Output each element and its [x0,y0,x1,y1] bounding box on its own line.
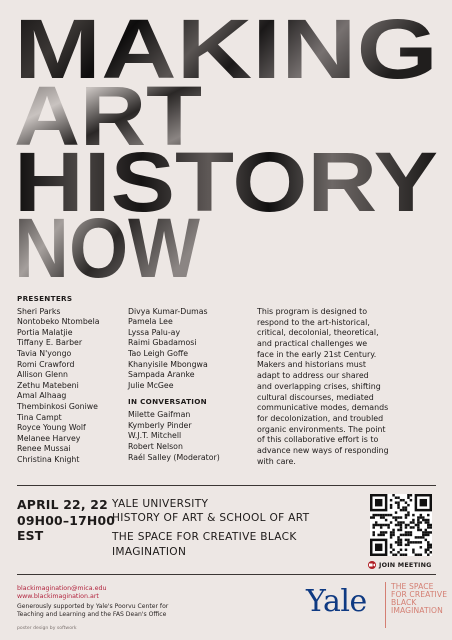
conversation-name: Milette Gaifman [128,410,191,420]
event-date-time [17,497,115,544]
logo-divider [385,582,386,628]
join-meeting-label: JOIN MEETING [379,561,432,569]
space-logo-line: IMAGINATION [391,606,443,615]
description-line: respond to the art-historical, [257,317,370,327]
poster-title [0,0,452,290]
divider-top [17,485,436,486]
presenter-name: Tao Leigh Goffe [128,349,189,359]
description-line: organic environments. The point [257,424,386,434]
divider-bottom [17,574,436,575]
presenter-name: Zethu Matebeni [17,380,79,390]
event-organizers [112,497,309,559]
conversation-name: Raél Salley (Moderator) [128,452,220,462]
presenter-name: Divya Kumar-Dumas [128,306,208,316]
website-link[interactable]: www.blackimagination.art [17,593,99,600]
description-line: This program is designed to [257,307,368,316]
description-line: of this collaborative effort is to [257,435,379,445]
description-line: communicative modes, demands [257,403,389,413]
presenter-name: Renee Mussai [17,444,71,454]
presenter-name: Melanee Harvey [17,433,81,443]
organizer-space-cont: IMAGINATION [112,545,187,558]
event-time: 09H00–17H00 [17,512,116,528]
space-logo-line: BLACK [391,598,417,607]
description-line: adapt to address our shared [257,371,369,381]
presenter-name: Pamela Lee [128,317,173,327]
title-line-now: NOW [14,201,201,290]
description-line: and practical challenges we [257,339,368,349]
presenter-name: Royce Young Wolf [17,423,86,433]
conversation-name: Kymberly Pinder [128,420,192,430]
presenters-column-1 [17,294,125,466]
title-line-history: HISTORY [14,135,438,229]
design-credit: poster design by softwork [17,626,77,631]
space-logo-line: FOR CREATIVE [391,590,448,599]
camera-icon [368,561,376,569]
in-conversation-heading: IN CONVERSATION [128,397,207,407]
presenters-column-2 [128,294,252,463]
presenter-name: Raimi Gbadamosi [128,338,197,348]
event-date: APRIL 22, 22 [17,497,108,512]
organizer-space: THE SPACE FOR CREATIVE BLACK [112,531,297,544]
presenter-name: Thembinkosi Goniwe [17,402,98,412]
presenter-name: Khanyisile Mbongwa [128,359,208,369]
organizer-department: HISTORY OF ART & SCHOOL OF ART [112,512,310,525]
presenter-name: Sheri Parks [17,306,61,316]
presenter-name: Julie McGee [128,380,174,390]
presenter-name: Christina Knight [17,455,80,464]
conversation-name: Robert Nelson [128,441,183,451]
presenter-name: Nontobeko Ntombela [17,317,100,327]
description-line: with care. [257,456,296,466]
title-line-making: MAKING [14,2,438,96]
support-statement [17,603,168,618]
organizer-yale: YALE UNIVERSITY [112,498,209,510]
presenter-name: Portia Malatjie [17,327,73,337]
presenter-name: Tina Campt [17,412,62,422]
email-link[interactable]: blackimagination@mica.edu [17,585,107,592]
yale-logo: Yale [306,584,367,619]
description-line: Makers and historians must [257,360,367,370]
join-meeting-link[interactable] [368,561,432,569]
description-line: critical, decolonial, theoretical, [257,328,379,338]
description-line: and overlapping crises, shifting [257,381,381,391]
presenter-name: Sampada Aranke [128,370,195,380]
presenter-name: Lyssa Palu-ay [128,327,181,337]
program-description [257,294,439,467]
space-logo-line: THE SPACE [391,582,434,591]
presenter-name: Tavia N'yongo [17,349,72,359]
contact-links [17,585,106,601]
presenters-heading: PRESENTERS [17,294,73,303]
description-line: cultural discourses, mediated [257,392,374,402]
conversation-name: W.J.T. Mitchell [128,431,182,441]
description-line: for decolonization, and troubled [257,413,384,423]
description-line: face in the early 21st Century. [257,349,377,359]
support-line: Teaching and Learning and the FAS Dean's Office [17,610,167,618]
space-logo [391,583,447,615]
description-line: advance new ways of responding [257,445,389,455]
presenter-name: Amal Alhaag [17,391,67,401]
presenter-name: Tiffany E. Barber [17,338,83,348]
title-line-art: ART [14,69,202,163]
event-timezone: EST [17,528,44,543]
presenter-name: Romi Crawford [17,359,75,369]
support-line: Generously supported by Yale's Poorvu Center for [17,603,169,610]
join-meeting-qr-code[interactable] [370,494,432,556]
presenter-name: Allison Glenn [17,370,68,380]
